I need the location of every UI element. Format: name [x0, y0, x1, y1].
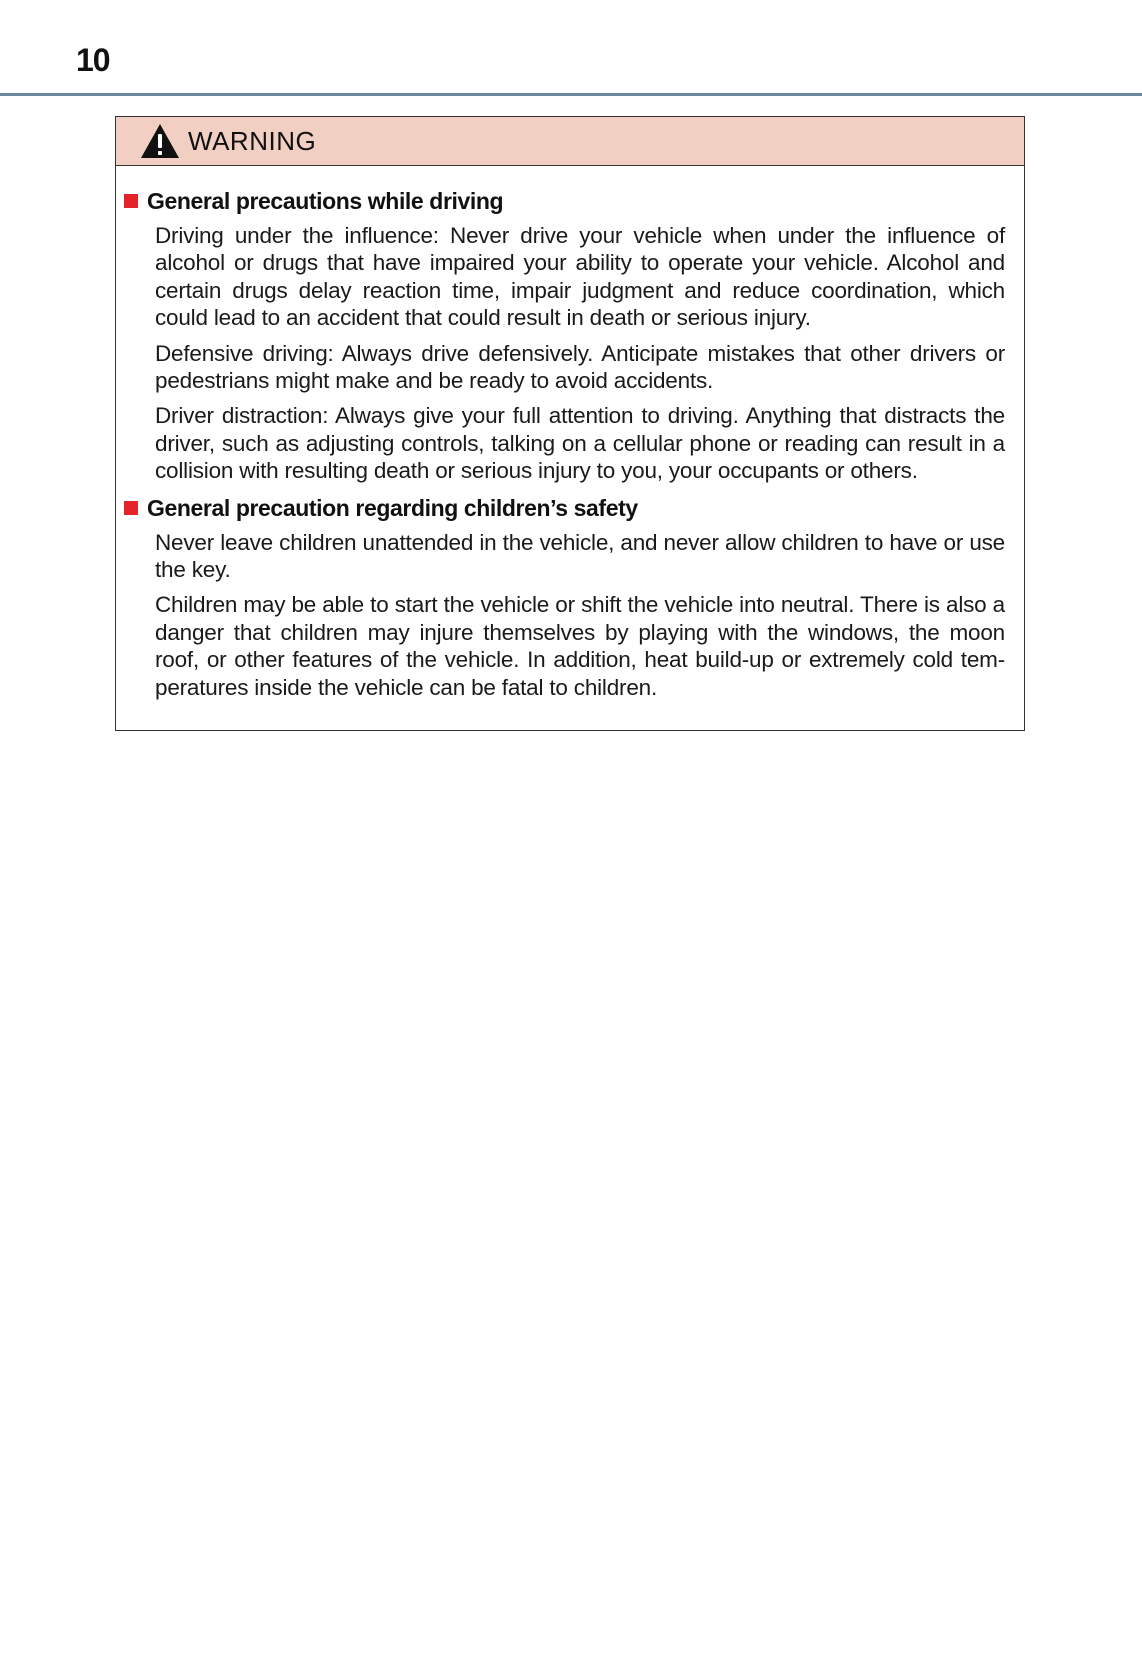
paragraph-driver-distraction: Driver distraction: Always give your full attention to driving. Anything that distracts the driver, such as adjusting controls, talking on a cellular phone or reading can result in a collision with resulting death or serious injury to you, your occupants or others. [155, 403, 1005, 484]
header-rule [0, 93, 1142, 96]
section-heading-text: General precaution regarding children’s safety [147, 494, 638, 521]
warning-title: WARNING [188, 125, 317, 156]
warning-body [116, 166, 1024, 701]
warning-header [116, 117, 1024, 166]
page-number: 10 [76, 42, 110, 78]
red-square-bullet-icon [124, 501, 138, 515]
paragraph-driving-under-influence: Driving under the influence: Never drive your vehicle when under the influence of alcohol or drugs that have impaired your ability to operate your vehicle. Alcohol and certain drugs delay reaction time, impair judgment and reduce coordination, which could lead to an accident that could result in death or serious injury. [155, 223, 1005, 331]
paragraph-defensive-driving: Defensive driving: Always drive defensively. Anticipate mistakes that other drivers or pedestrians might make and be ready to avoid accidents. [155, 340, 1005, 394]
paragraph-children-unattended: Never leave children unattended in the vehicle, and never allow children to have or use the key. [155, 529, 1005, 583]
warning-triangle-icon [140, 123, 180, 159]
paragraph-children-dangers: Children may be able to start the vehicle or shift the vehicle into neutral. There is also a danger that children may injure themselves by playing with the windows, the moon roof, or other features of the vehicle. In addition, heat build-up or extremely cold tem-peratures inside the vehicle can be fatal to children. [155, 592, 1005, 700]
red-square-bullet-icon [124, 194, 138, 208]
warning-box [115, 116, 1025, 731]
section-heading-text: General precautions while driving [147, 188, 504, 214]
section-heading-children [124, 493, 1005, 523]
section-heading-driving [124, 186, 1005, 216]
